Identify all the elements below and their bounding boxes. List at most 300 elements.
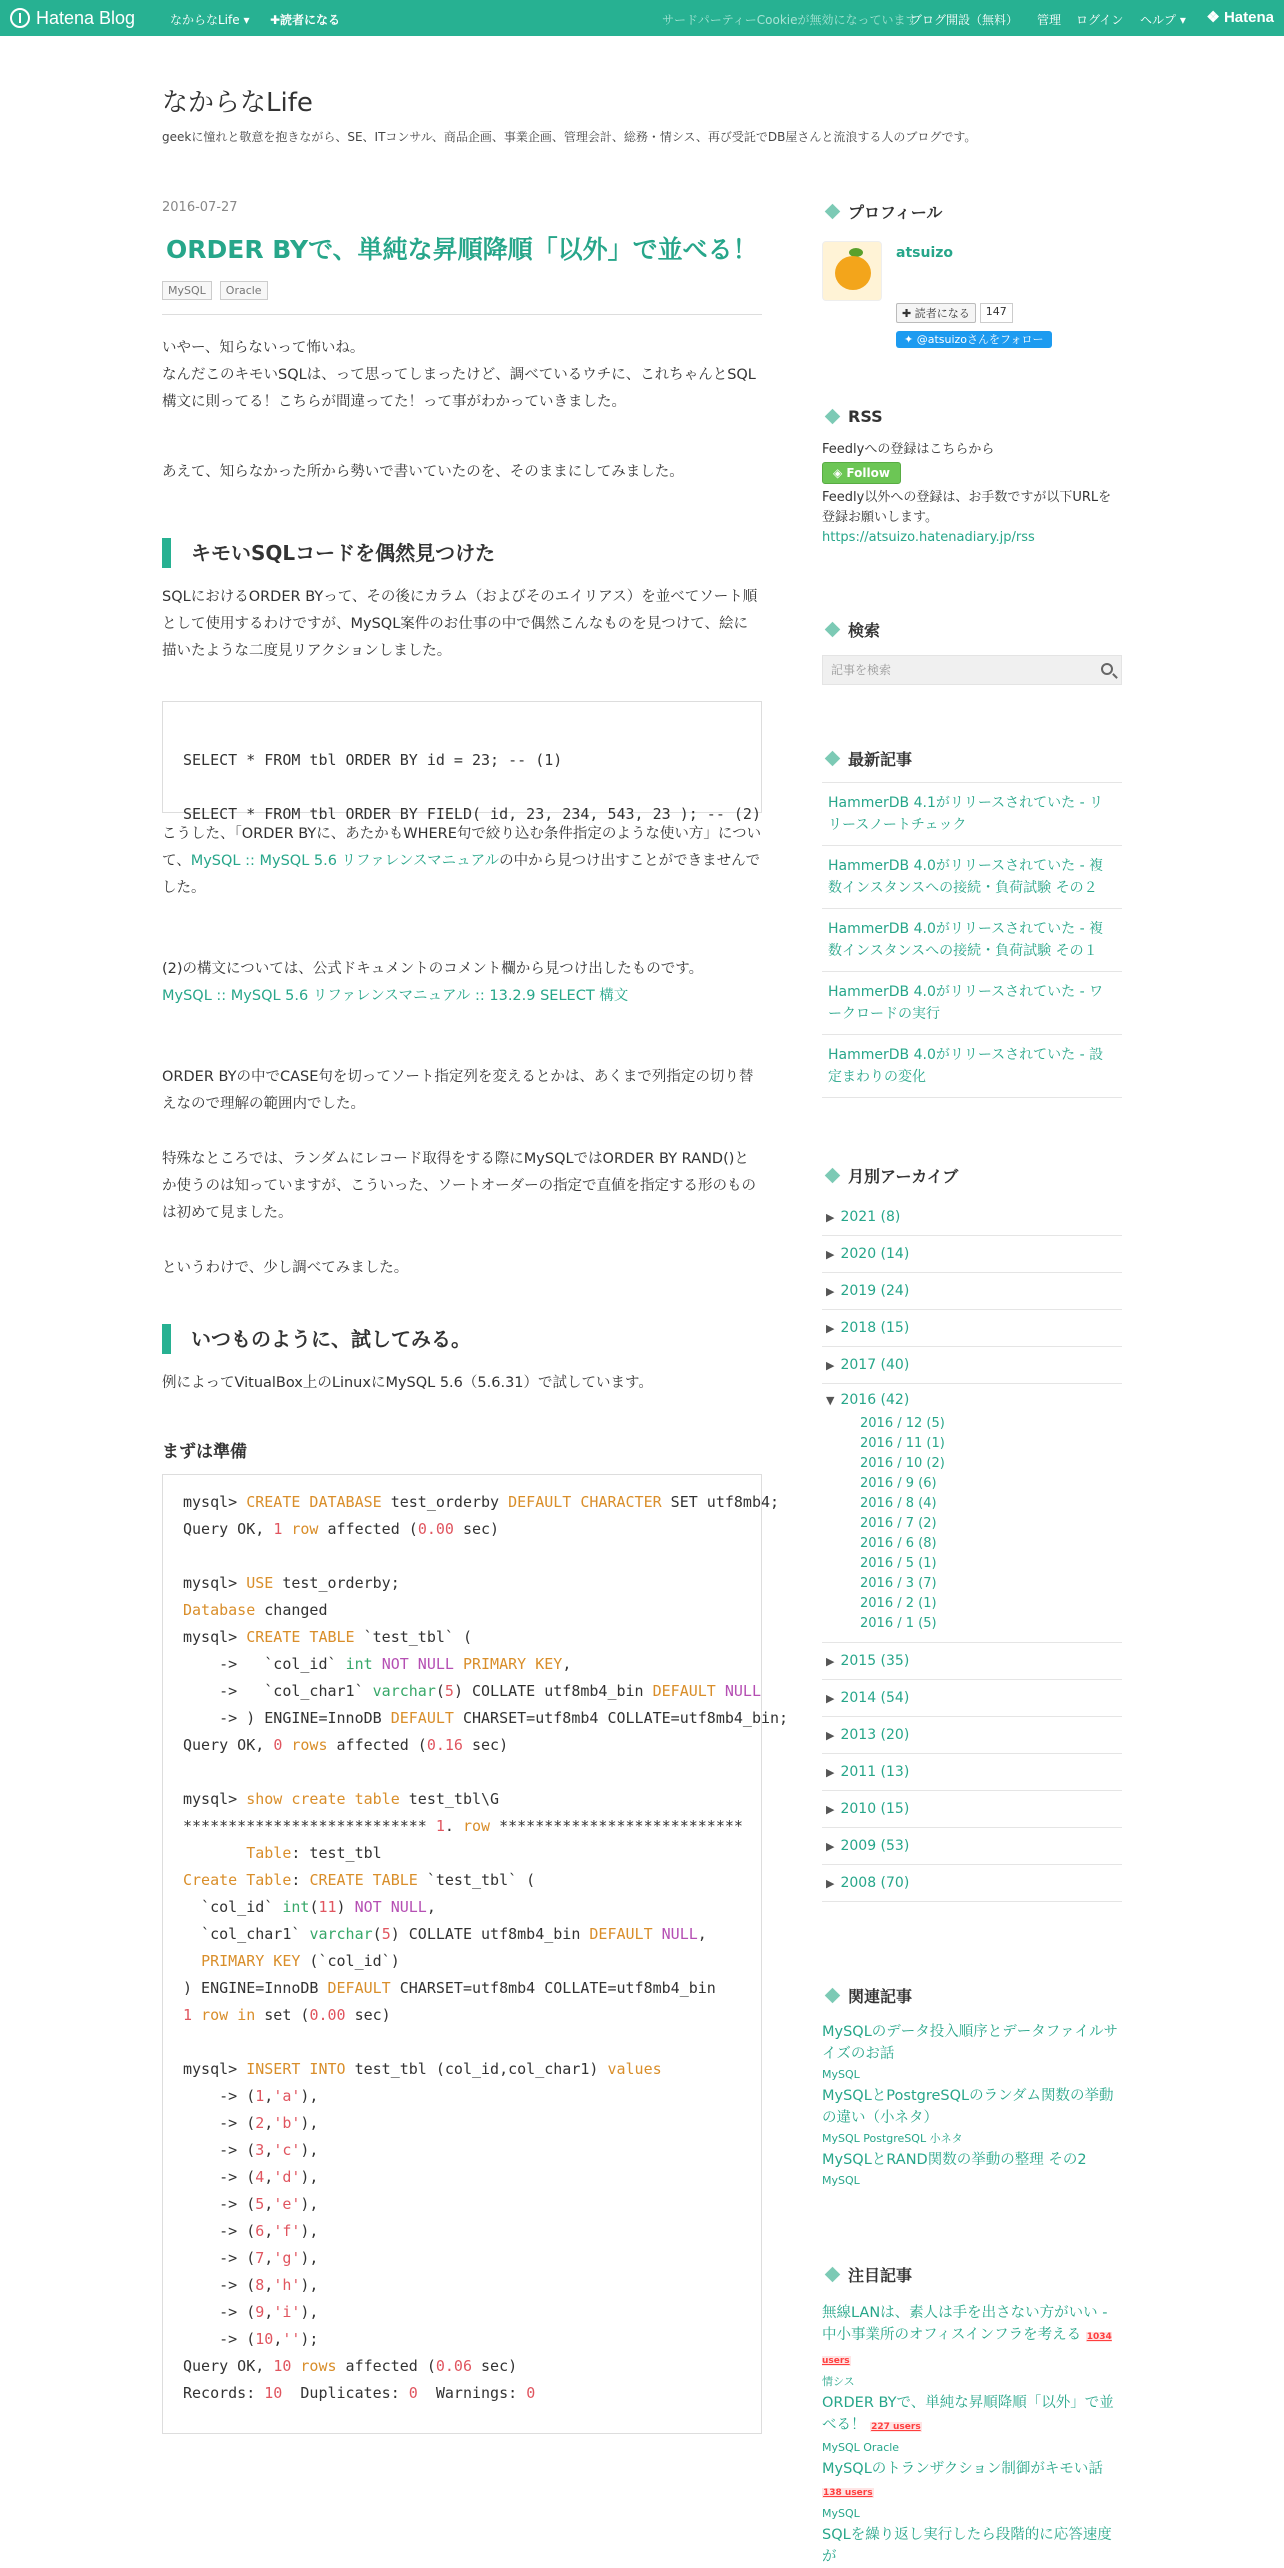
hatena-logo[interactable] xyxy=(1206,8,1274,26)
archive-year[interactable] xyxy=(822,1384,1122,1414)
text: in xyxy=(237,2006,256,2024)
triangle-right-icon[interactable]: ▶ xyxy=(826,1655,835,1668)
recent-item[interactable]: HammerDB 4.0がリリースされていた - 設定まわりの変化 xyxy=(822,1035,1122,1098)
archive-year[interactable] xyxy=(822,1865,1122,1902)
intro-note: あえて、知らなかった所から勢いで書いていたのを、そのままにしてみました。 xyxy=(162,464,684,480)
related-item[interactable]: MySQLとPostgreSQLのランダム関数の挙動の違い（小ネタ） xyxy=(822,2088,1114,2126)
text: test_tbl\G xyxy=(399,1790,500,1808)
text: row xyxy=(291,1520,319,1538)
code-token: ), xyxy=(300,2114,319,2132)
text: rows xyxy=(291,1736,328,1754)
text: 0 xyxy=(273,1736,283,1754)
code-token: 'a' xyxy=(273,2087,301,2105)
code-token: ), xyxy=(300,2276,319,2294)
avatar[interactable] xyxy=(822,241,882,301)
section-1-paragraph: SQLにおけるORDER BYって、その後にカラム（およびそのエイリアス）を並べてソート順として使用するわけですが、MySQL案件のお仕事の中で偶然こんなものを見つけて、絵に描いたような二度見リアクションしました。 xyxy=(162,589,758,659)
paragraph-2-text: こうした、「ORDER BYに、あたかもWHERE句で絞り込む条件指定のような使い方」について、 xyxy=(162,826,762,869)
code-token: 'h' xyxy=(273,2276,301,2294)
text: Duplicates: xyxy=(282,2384,409,2402)
code-token: 7 xyxy=(255,2249,265,2267)
archive-year[interactable] xyxy=(822,1273,1122,1310)
section-heading-2: いつものように、試してみる。 xyxy=(162,1324,762,1354)
cookie-notice: サードパーティーCookieが無効になっています xyxy=(662,13,918,27)
login-link[interactable]: ログイン xyxy=(1076,13,1124,27)
text xyxy=(183,1844,246,1862)
code-token: 'g' xyxy=(273,2249,301,2267)
archive-year[interactable] xyxy=(822,1680,1122,1717)
code-token: 'c' xyxy=(273,2141,301,2159)
paragraph-2 xyxy=(162,821,762,902)
text: 0.00 xyxy=(417,1520,454,1538)
text: 2010 (15) xyxy=(840,1801,910,1817)
text: CHARSET=utf8mb4 COLLATE=utf8mb4_bin; xyxy=(453,1709,789,1727)
recent-title-text: 最新記事 xyxy=(848,750,913,769)
bookmark-users-badge[interactable]: 227 users xyxy=(871,2422,921,2432)
popular-item[interactable]: SQLを繰り返し実行したら段階的に応答速度が xyxy=(822,2527,1112,2565)
code-token: -> ( xyxy=(183,2303,256,2321)
rss-url-link[interactable]: https://atsuizo.hatenadiary.jp/rss xyxy=(822,530,1035,545)
profile-name[interactable]: atsuizo xyxy=(896,245,954,261)
related-title-text: 関連記事 xyxy=(848,1987,913,2006)
related-title xyxy=(822,1984,1122,2007)
twitter-follow-button[interactable] xyxy=(896,331,1052,348)
popular-title xyxy=(822,2263,1122,2286)
archive-month[interactable]: 2016 / 7 (2) xyxy=(860,1516,937,1531)
popular-item[interactable] xyxy=(822,2392,1122,2438)
hatena-blog-logo[interactable] xyxy=(10,6,135,30)
select-syntax-link[interactable]: MySQL :: MySQL 5.6 リファレンスマニュアル :: 13.2.9 SELECT 構文 xyxy=(162,988,629,1004)
feedly-icon: ◈ xyxy=(833,466,847,480)
archive-year[interactable] xyxy=(822,1754,1122,1791)
triangle-right-icon[interactable]: ▶ xyxy=(826,1248,835,1261)
archive-month[interactable]: 2016 / 12 (5) xyxy=(860,1416,945,1431)
text: ( xyxy=(372,1925,382,1943)
text xyxy=(183,1952,201,1970)
feedly-text: Feedlyへの登録はこちらから xyxy=(822,442,995,457)
blog-title[interactable]: なからなLife xyxy=(162,88,313,118)
code-token: 4 xyxy=(255,2168,265,2186)
text: CREATE TABLE xyxy=(246,1628,355,1646)
related-list xyxy=(822,2021,1122,2191)
popular-item-categories[interactable]: MySQL xyxy=(822,2507,860,2520)
code-token: 'i' xyxy=(273,2303,301,2321)
text: NULL xyxy=(661,1925,698,1943)
text: Query OK, xyxy=(183,2357,274,2375)
triangle-down-icon[interactable]: ▼ xyxy=(826,1394,835,1407)
paragraph-5: 特殊なところでは、ランダムにレコード取得をする際にMySQLではORDER BY RAND()とか使うのは知っていますが、こういった、ソートオーダーの指定で直値を指定する形のものは初めて見ました。 xyxy=(162,1151,757,1221)
text: 2017 (40) xyxy=(840,1357,910,1373)
code-token: ), xyxy=(300,2249,319,2267)
text: sec) xyxy=(345,2006,391,2024)
help-menu[interactable]: ヘルプ ▾ xyxy=(1140,13,1186,27)
text xyxy=(653,1925,662,1943)
twitter-icon: ✦ xyxy=(904,333,917,346)
text xyxy=(373,1655,382,1673)
code-block-2 xyxy=(162,1474,789,2434)
text: 5 xyxy=(444,1682,454,1700)
text: changed xyxy=(255,1601,328,1619)
text: . xyxy=(444,1817,463,1835)
diamond-icon xyxy=(825,1168,841,1184)
code-token: 'd' xyxy=(273,2168,301,2186)
text: 2009 (53) xyxy=(840,1838,910,1854)
code-token: 8 xyxy=(255,2276,265,2294)
text: 5 xyxy=(381,1925,391,1943)
triangle-right-icon[interactable]: ▶ xyxy=(826,1729,835,1742)
subscriber-count[interactable]: 147 xyxy=(980,303,1013,323)
profile-widget xyxy=(822,241,1122,371)
text: `test_tbl` ( xyxy=(417,1871,536,1889)
text: 2021 (8) xyxy=(840,1209,901,1225)
entry-date[interactable]: 2016-07-27 xyxy=(162,200,238,215)
bookmark-users-badge[interactable]: 138 users xyxy=(823,2488,873,2498)
code-token: -> ( xyxy=(183,2195,256,2213)
text: 0.00 xyxy=(309,2006,346,2024)
hatena-diamond-icon: ❖ xyxy=(1206,9,1220,26)
text: : xyxy=(291,1871,310,1889)
diamond-icon xyxy=(825,204,841,220)
text: PRIMARY KEY xyxy=(462,1655,563,1673)
triangle-right-icon[interactable]: ▶ xyxy=(826,1285,835,1298)
text: 0.16 xyxy=(426,1736,463,1754)
text: varchar xyxy=(309,1925,373,1943)
text: USE xyxy=(246,1574,274,1592)
text: , xyxy=(426,1898,436,1916)
text: Query OK, xyxy=(183,1736,274,1754)
text: mysql> xyxy=(183,1628,247,1646)
text: Warnings: xyxy=(417,2384,527,2402)
recent-list xyxy=(822,782,1122,1098)
text: -> `col_char1` xyxy=(183,1682,373,1700)
code-token: ); xyxy=(300,2330,319,2348)
paragraph-3: (2)の構文については、公式ドキュメントのコメント欄から見つけ出したものです。 xyxy=(162,961,704,977)
triangle-right-icon[interactable]: ▶ xyxy=(826,1840,835,1853)
text: SET utf8mb4; xyxy=(661,1493,780,1511)
text: NOT NULL xyxy=(354,1898,427,1916)
triangle-right-icon[interactable]: ▶ xyxy=(826,1877,835,1890)
category-mysql[interactable]: MySQL xyxy=(162,281,212,300)
code-token: -> ( xyxy=(183,2114,256,2132)
text: `col_char1` xyxy=(183,1925,310,1943)
archive-year[interactable] xyxy=(822,1199,1122,1236)
text: ) xyxy=(336,1898,355,1916)
archive-year[interactable] xyxy=(822,1643,1122,1680)
text: NULL xyxy=(715,1682,761,1700)
feedly-follow-text: Follow xyxy=(846,466,890,480)
entry-title[interactable]: ORDER BYで、単純な昇順降順「以外」で並べる！ xyxy=(166,235,758,264)
text: DEFAULT xyxy=(652,1682,716,1700)
text: CREATE TABLE xyxy=(309,1871,418,1889)
text: CHARSET=utf8mb4 COLLATE=utf8mb4_bin xyxy=(390,1979,716,1997)
text: ) ENGINE=InnoDB xyxy=(183,1979,328,1997)
code-token: 'b' xyxy=(273,2114,301,2132)
related-item[interactable]: MySQLのデータ投入順序とデータファイルサイズのお話 xyxy=(822,2024,1118,2062)
recent-item[interactable]: HammerDB 4.1がリリースされていた - リリースノートチェック xyxy=(822,783,1122,846)
text: , xyxy=(562,1655,572,1673)
related-item-categories[interactable]: MySQL xyxy=(822,2068,860,2081)
search-title-text: 検索 xyxy=(848,621,881,640)
text: `test_tbl` ( xyxy=(354,1628,472,1646)
text: sec) xyxy=(472,2357,518,2375)
diamond-icon xyxy=(825,409,841,425)
twitter-follow-text: @atsuizoさんをフォロー xyxy=(916,333,1044,346)
recent-item[interactable]: HammerDB 4.0がリリースされていた - ワークロードの実行 xyxy=(822,972,1122,1035)
text: set ( xyxy=(255,2006,310,2024)
text: DEFAULT xyxy=(390,1709,454,1727)
text: row xyxy=(201,2006,229,2024)
code-token: 'f' xyxy=(273,2222,301,2240)
paragraph-4: ORDER BYの中でCASE句を切ってソート指定列を変えるとかは、あくまで列指定の切り替えなので理解の範囲内でした。 xyxy=(162,1069,754,1112)
code-token: , xyxy=(273,2330,283,2348)
code-token: -> ( xyxy=(183,2276,256,2294)
text: mysql> xyxy=(183,1790,247,1808)
code-token: ), xyxy=(300,2087,319,2105)
text: rows xyxy=(300,2357,337,2375)
text: ORDER BYで、単純な昇順降順「以外」で並べる！ xyxy=(822,2395,1114,2433)
text: sec) xyxy=(453,1520,500,1538)
hatena-text: Hatena xyxy=(1223,9,1274,26)
archive-year[interactable] xyxy=(822,1791,1122,1828)
text xyxy=(228,2006,237,2024)
related-item-categories[interactable]: MySQL PostgreSQL 小ネタ xyxy=(822,2132,963,2145)
triangle-right-icon[interactable]: ▶ xyxy=(826,1803,835,1816)
text: values xyxy=(607,2060,662,2078)
triangle-right-icon[interactable]: ▶ xyxy=(826,1359,835,1372)
text: 2011 (13) xyxy=(840,1764,910,1780)
code-token: 10 xyxy=(255,2330,274,2348)
text: 1 xyxy=(435,1817,445,1835)
related-item-categories[interactable]: MySQL xyxy=(822,2174,860,2187)
archive-month[interactable]: 2016 / 11 (1) xyxy=(860,1436,945,1451)
code-line: SELECT * FROM tbl ORDER BY FIELD( id, 23, 234, 543, 23 ); -- (2) xyxy=(183,805,761,823)
mysql-manual-link[interactable]: MySQL :: MySQL 5.6 リファレンスマニュアル xyxy=(190,853,500,869)
code-token: , xyxy=(264,2276,274,2294)
code-line: SELECT * FROM tbl ORDER BY id = 23; -- (1) xyxy=(183,751,563,769)
diamond-icon xyxy=(825,622,841,638)
text: Database xyxy=(183,1601,256,1619)
text: mysql> xyxy=(183,1493,247,1511)
code-token: , xyxy=(264,2195,274,2213)
text: int xyxy=(282,1898,310,1916)
code-token: ), xyxy=(300,2303,319,2321)
triangle-right-icon[interactable]: ▶ xyxy=(826,1692,835,1705)
archive-year[interactable] xyxy=(822,1828,1122,1865)
text: 無線LANは、素人は手を出さない方がいい - 中小事業所のオフィスインフラを考える xyxy=(822,2305,1108,2343)
text: Query OK, xyxy=(183,1520,274,1538)
admin-link[interactable]: 管理 xyxy=(1037,13,1062,27)
orange-shape xyxy=(835,256,871,290)
rss-title-text: RSS xyxy=(848,407,883,426)
text: 10 xyxy=(273,2357,292,2375)
text: DEFAULT CHARACTER xyxy=(508,1493,662,1511)
code-token: 5 xyxy=(255,2195,265,2213)
code-token: , xyxy=(264,2114,274,2132)
triangle-right-icon[interactable]: ▶ xyxy=(826,1766,835,1779)
code-token: 9 xyxy=(255,2303,265,2321)
code-token: ), xyxy=(300,2222,319,2240)
code-token: , xyxy=(264,2141,274,2159)
archive-month[interactable]: 2016 / 3 (7) xyxy=(860,1576,937,1591)
text: affected ( xyxy=(327,1736,427,1754)
category-oracle[interactable]: Oracle xyxy=(220,281,268,300)
text: 2008 (70) xyxy=(840,1875,910,1891)
text: 2014 (54) xyxy=(840,1690,910,1706)
code-token: ), xyxy=(300,2195,319,2213)
text: row xyxy=(462,1817,491,1835)
search-title xyxy=(822,618,1122,641)
archive-month[interactable]: 2016 / 8 (4) xyxy=(860,1496,937,1511)
blog-menu[interactable]: なからなLife ▾ xyxy=(170,13,250,27)
text: sec) xyxy=(462,1736,509,1754)
text: 0.06 xyxy=(435,2357,472,2375)
logo-text: Hatena Blog xyxy=(36,7,136,28)
text: Create Table xyxy=(183,1871,292,1889)
text: 1 xyxy=(273,1520,283,1538)
section-heading-1: キモいSQLコードを偶然見つけた xyxy=(162,538,762,568)
code-token: 1 xyxy=(255,2087,265,2105)
intro-paragraph: なんだこのキモいSQLは、って思ってしまったけど、調べているウチに、これちゃんとSQL構文に則ってる！こちらが間違ってた！って事がわかっていきました。 xyxy=(162,367,756,410)
entry-categories xyxy=(162,281,762,315)
code-token: -> ( xyxy=(183,2249,256,2267)
text: ( xyxy=(435,1682,445,1700)
archive-year[interactable] xyxy=(822,1236,1122,1273)
archive-month[interactable]: 2016 / 10 (2) xyxy=(860,1456,945,1471)
text: 2013 (20) xyxy=(840,1727,910,1743)
text: 2018 (15) xyxy=(840,1320,910,1336)
twitter-row xyxy=(896,329,1052,347)
text: 11 xyxy=(318,1898,337,1916)
code-token: 6 xyxy=(255,2222,265,2240)
text: PRIMARY KEY xyxy=(201,1952,301,1970)
search-input[interactable] xyxy=(822,655,1122,685)
feedly-follow-button[interactable] xyxy=(822,462,901,484)
text: ( xyxy=(309,1898,319,1916)
subscribe-row xyxy=(896,303,1013,323)
archive-month[interactable]: 2016 / 1 (5) xyxy=(860,1616,937,1631)
text: test_orderby; xyxy=(273,1574,400,1592)
popular-list xyxy=(822,2302,1122,2568)
subscribe-link[interactable]: ✚読者になる xyxy=(270,13,341,27)
profile-title-text: プロフィール xyxy=(848,203,943,222)
text: : test_tbl xyxy=(291,1844,382,1862)
hatena-blog-icon xyxy=(10,8,30,28)
text: DEFAULT xyxy=(327,1979,391,1997)
code-token: -> ( xyxy=(183,2168,256,2186)
text: affected ( xyxy=(318,1520,418,1538)
archive-year[interactable] xyxy=(822,1717,1122,1754)
text: 2019 (24) xyxy=(840,1283,910,1299)
blog-description: geekに憧れと敬意を抱きながら、SE、ITコンサル、商品企画、事業企画、管理会計、総務・情シス、再び受託でDB屋さんと流浪する人のブログです。 xyxy=(162,130,977,144)
sidebar xyxy=(822,200,1122,2568)
text: 10 xyxy=(264,2384,283,2402)
triangle-right-icon[interactable]: ▶ xyxy=(826,1211,835,1224)
code-token: '' xyxy=(282,2330,301,2348)
text: Table xyxy=(246,1844,292,1862)
code-token: 2 xyxy=(255,2114,265,2132)
global-header xyxy=(0,0,1284,36)
archive-year[interactable] xyxy=(822,1347,1122,1384)
text: 2015 (35) xyxy=(840,1653,910,1669)
archive-month[interactable]: 2016 / 5 (1) xyxy=(860,1556,937,1571)
paragraph-2-text-end: の中から見つけ出すことができませんでした。 xyxy=(162,853,761,896)
code-token: , xyxy=(264,2249,274,2267)
paragraph-7: 例によってVitualBox上のLinuxにMySQL 5.6（5.6.31）で試しています。 xyxy=(162,1375,653,1391)
archive-year[interactable] xyxy=(822,1310,1122,1347)
archive-month[interactable]: 2016 / 6 (8) xyxy=(860,1536,937,1551)
code-token: 'e' xyxy=(273,2195,301,2213)
popular-item-categories[interactable]: 情シス xyxy=(822,2375,855,2388)
text: CREATE DATABASE xyxy=(246,1493,382,1511)
text: -> ) ENGINE=InnoDB xyxy=(183,1709,391,1727)
text: *************************** xyxy=(490,1817,743,1835)
search-icon[interactable] xyxy=(1101,663,1113,675)
text: MySQLのトランザクション制御がキモい話 xyxy=(822,2461,1103,2477)
archive-title-text: 月別アーカイブ xyxy=(848,1167,959,1186)
open-blog-link[interactable]: ブログ開設（無料） xyxy=(910,13,1019,27)
text: affected ( xyxy=(336,2357,436,2375)
text: int xyxy=(345,1655,373,1673)
text: DEFAULT xyxy=(589,1925,653,1943)
recent-item[interactable]: HammerDB 4.0がリリースされていた - 複数インスタンスへの接続・負荷試験 その２ xyxy=(822,846,1122,909)
diamond-icon xyxy=(825,2267,841,2283)
text: show create table xyxy=(246,1790,400,1808)
archive-month[interactable]: 2016 / 9 (6) xyxy=(860,1476,937,1491)
text: -> `col_id` xyxy=(183,1655,346,1673)
text: `col_id` xyxy=(183,1898,283,1916)
entry xyxy=(162,200,789,2434)
code-token: -> ( xyxy=(183,2330,256,2348)
code-block-1 xyxy=(162,701,762,823)
text: test_orderby xyxy=(381,1493,509,1511)
text: mysql> xyxy=(183,2060,247,2078)
code-token: ), xyxy=(300,2168,319,2186)
code-token: ), xyxy=(300,2141,319,2159)
popular-item[interactable] xyxy=(822,2302,1122,2372)
rss-title xyxy=(822,407,1122,426)
recent-title xyxy=(822,747,1122,770)
text: test_tbl (col_id,col_char1) xyxy=(345,2060,608,2078)
archive-year-open xyxy=(822,1384,1122,1643)
text: , xyxy=(697,1925,707,1943)
text: 2016 (42) xyxy=(840,1392,910,1408)
popular-item-categories[interactable]: MySQL Oracle xyxy=(822,2441,900,2454)
diamond-icon xyxy=(825,751,841,767)
code-token: , xyxy=(264,2087,274,2105)
profile-title xyxy=(822,200,1122,223)
subscribe-button[interactable]: ✚ 読者になる xyxy=(896,303,976,323)
popular-item[interactable] xyxy=(822,2458,1122,2504)
text: NOT NULL xyxy=(381,1655,454,1673)
subheading-preparation: まずは準備 xyxy=(162,1442,247,1462)
paragraph-6: というわけで、少し調べてみました。 xyxy=(162,1260,409,1276)
popular-title-text: 注目記事 xyxy=(848,2266,913,2285)
text: *************************** xyxy=(183,1817,436,1835)
recent-item[interactable]: HammerDB 4.0がリリースされていた - 複数インスタンスへの接続・負荷試験 その１ xyxy=(822,909,1122,972)
text: mysql> xyxy=(183,1574,247,1592)
code-token: -> ( xyxy=(183,2222,256,2240)
text: 0 xyxy=(526,2384,536,2402)
text: ) COLLATE utf8mb4_bin xyxy=(453,1682,653,1700)
text: Records: xyxy=(183,2384,265,2402)
text xyxy=(454,1655,463,1673)
text xyxy=(192,2006,201,2024)
bookmark-users-badge[interactable]: 1034 users xyxy=(822,2332,1112,2366)
code-token: 3 xyxy=(255,2141,265,2159)
code-token: , xyxy=(264,2303,274,2321)
archive-month[interactable]: 2016 / 2 (1) xyxy=(860,1596,937,1611)
related-item[interactable]: MySQLとRAND関数の挙動の整理 その2 xyxy=(822,2152,1087,2168)
triangle-right-icon[interactable]: ▶ xyxy=(826,1322,835,1335)
